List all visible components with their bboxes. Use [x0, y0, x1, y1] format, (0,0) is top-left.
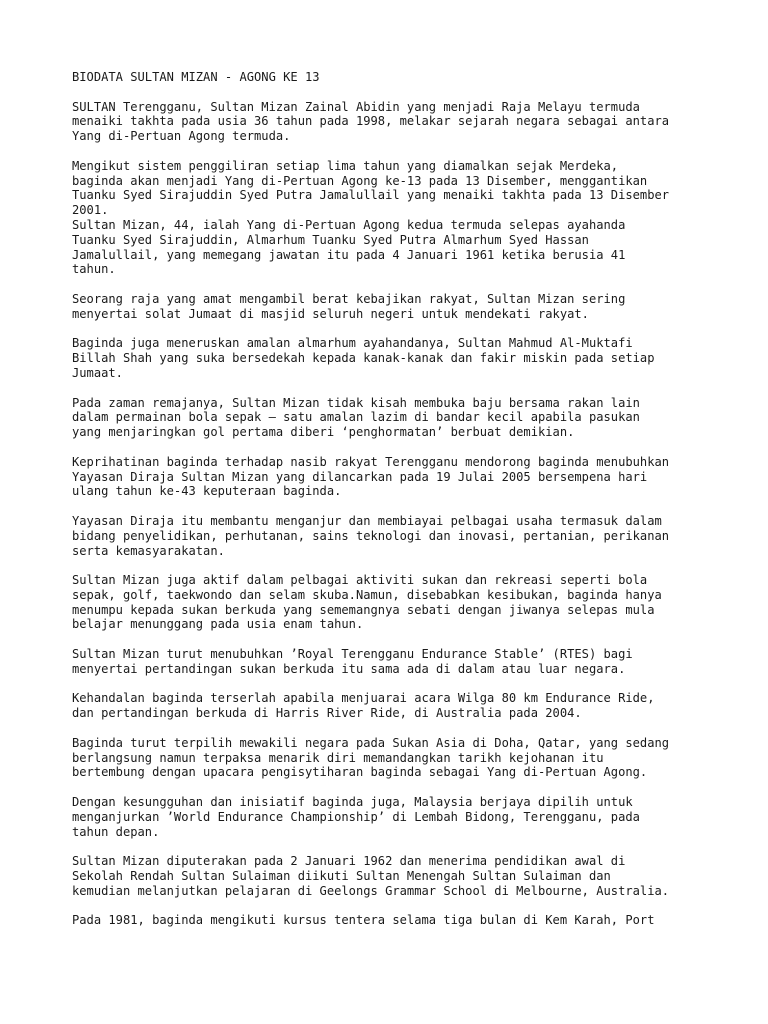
paragraph-line: Pada 1981, baginda mengikuti kursus tentera selama tiga bulan di Kem Karah, Port — [72, 913, 655, 928]
paragraph-line: sepak, golf, taekwondo dan selam skuba.Namun, disebabkan kesibukan, baginda hanya — [72, 587, 662, 602]
paragraph-line: Baginda turut terpilih mewakili negara pada Sukan Asia di Doha, Qatar, yang sedang — [72, 735, 670, 750]
paragraph-line: Tuanku Syed Sirajuddin Syed Putra Jamalullail yang menaiki takhta pada 13 Disember — [72, 188, 670, 203]
paragraph-line: menyertai solat Jumaat di masjid seluruh negeri untuk mendekati rakyat. — [72, 306, 589, 321]
paragraph-line: baginda akan menjadi Yang di-Pertuan Agong ke-13 pada 13 Disember, menggantikan — [72, 173, 648, 188]
paragraph-line: Jumaat. — [72, 365, 123, 380]
paragraph-line: SULTAN Terengganu, Sultan Mizan Zainal Abidin yang menjadi Raja Melayu termuda — [72, 99, 640, 114]
paragraph — [72, 854, 722, 898]
paragraph-line: Yang di-Pertuan Agong termuda. — [72, 129, 291, 144]
paragraph — [72, 647, 722, 677]
paragraph — [72, 913, 722, 928]
paragraph-line: Dengan kesungguhan dan inisiatif baginda juga, Malaysia berjaya dipilih untuk — [72, 795, 633, 810]
paragraph-line: dalam permainan bola sepak – satu amalan lazim di bandar kecil apabila pasukan — [72, 410, 640, 425]
paragraph-line: Mengikut sistem penggiliran setiap lima tahun yang diamalkan sejak Merdeka, — [72, 158, 619, 173]
paragraph-line: Pada zaman remajanya, Sultan Mizan tidak kisah membuka baju bersama rakan lain — [72, 395, 640, 410]
paragraph-line: Yayasan Diraja Sultan Mizan yang dilancarkan pada 19 Julai 2005 bersempena hari — [72, 469, 648, 484]
paragraph-line: menyertai pertandingan sukan berkuda itu sama ada di dalam atau luar negara. — [72, 661, 626, 676]
paragraph — [72, 218, 722, 277]
paragraph-line: tahun. — [72, 262, 116, 277]
paragraph-line: tahun depan. — [72, 824, 160, 839]
paragraph-line: Jamalullail, yang memegang jawatan itu pada 4 Januari 1961 ketika berusia 41 — [72, 247, 626, 262]
document-title: BIODATA SULTAN MIZAN - AGONG KE 13 — [72, 70, 320, 84]
paragraph-line: 2001. — [72, 203, 109, 218]
paragraph — [72, 691, 722, 721]
paragraph-line: kemudian melanjutkan pelajaran di Geelongs Grammar School di Melbourne, Australia. — [72, 883, 670, 898]
paragraph-line: serta kemasyarakatan. — [72, 543, 225, 558]
paragraph-line: berlangsung namun terpaksa menarik diri memandangkan tarikh kejohanan itu — [72, 750, 604, 765]
paragraph — [72, 573, 722, 632]
paragraph — [72, 336, 722, 380]
paragraph-line: menumpu kepada sukan berkuda yang sememangnya sebati dengan jiwanya selepas mula — [72, 602, 655, 617]
paragraph-line: Keprihatinan baginda terhadap nasib rakyat Terengganu mendorong baginda menubuhkan — [72, 454, 670, 469]
paragraph — [72, 100, 722, 144]
paragraph — [72, 292, 722, 322]
paragraph-line: belajar menunggang pada usia enam tahun. — [72, 617, 364, 632]
paragraph — [72, 396, 722, 440]
document-body — [72, 100, 722, 929]
paragraph-line: dan pertandingan berkuda di Harris River Ride, di Australia pada 2004. — [72, 706, 582, 721]
paragraph-line: Billah Shah yang suka bersedekah kepada kanak-kanak dan fakir miskin pada setiap — [72, 351, 655, 366]
paragraph — [72, 514, 722, 558]
paragraph-line: Seorang raja yang amat mengambil berat kebajikan rakyat, Sultan Mizan sering — [72, 291, 626, 306]
paragraph-line: Sultan Mizan turut menubuhkan ’Royal Terengganu Endurance Stable’ (RTES) bagi — [72, 647, 633, 662]
paragraph-line: Kehandalan baginda terserlah apabila menjuarai acara Wilga 80 km Endurance Ride, — [72, 691, 655, 706]
paragraph-line: Yayasan Diraja itu membantu menganjur dan membiayai pelbagai usaha termasuk dalam — [72, 513, 662, 528]
paragraph-line: Sultan Mizan, 44, ialah Yang di-Pertuan Agong kedua termuda selepas ayahanda — [72, 217, 626, 232]
paragraph-line: Baginda juga meneruskan amalan almarhum ayahandanya, Sultan Mahmud Al-Muktafi — [72, 336, 633, 351]
paragraph-line: Sultan Mizan juga aktif dalam pelbagai aktiviti sukan dan rekreasi seperti bola — [72, 573, 648, 588]
paragraph — [72, 455, 722, 499]
paragraph — [72, 795, 722, 839]
paragraph — [72, 159, 722, 218]
paragraph-line: menganjurkan ’World Endurance Championship’ di Lembah Bidong, Terengganu, pada — [72, 809, 640, 824]
paragraph-line: Sultan Mizan diputerakan pada 2 Januari 1962 dan menerima pendidikan awal di — [72, 854, 626, 869]
paragraph-line: ulang tahun ke-43 keputeraan baginda. — [72, 484, 342, 499]
paragraph-line: yang menjaringkan gol pertama diberi ‘penghormatan’ berbuat demikian. — [72, 425, 575, 440]
paragraph — [72, 736, 722, 780]
paragraph-line: bidang penyelidikan, perhutanan, sains teknologi dan inovasi, pertanian, perikanan — [72, 528, 670, 543]
paragraph-line: menaiki takhta pada usia 36 tahun pada 1998, melakar sejarah negara sebagai antara — [72, 114, 670, 129]
paragraph-line: bertembung dengan upacara pengisytiharan baginda sebagai Yang di-Pertuan Agong. — [72, 765, 648, 780]
document-page — [72, 70, 722, 943]
paragraph-line: Sekolah Rendah Sultan Sulaiman diikuti Sultan Menengah Sultan Sulaiman dan — [72, 869, 611, 884]
paragraph-line: Tuanku Syed Sirajuddin, Almarhum Tuanku Syed Putra Almarhum Syed Hassan — [72, 232, 589, 247]
